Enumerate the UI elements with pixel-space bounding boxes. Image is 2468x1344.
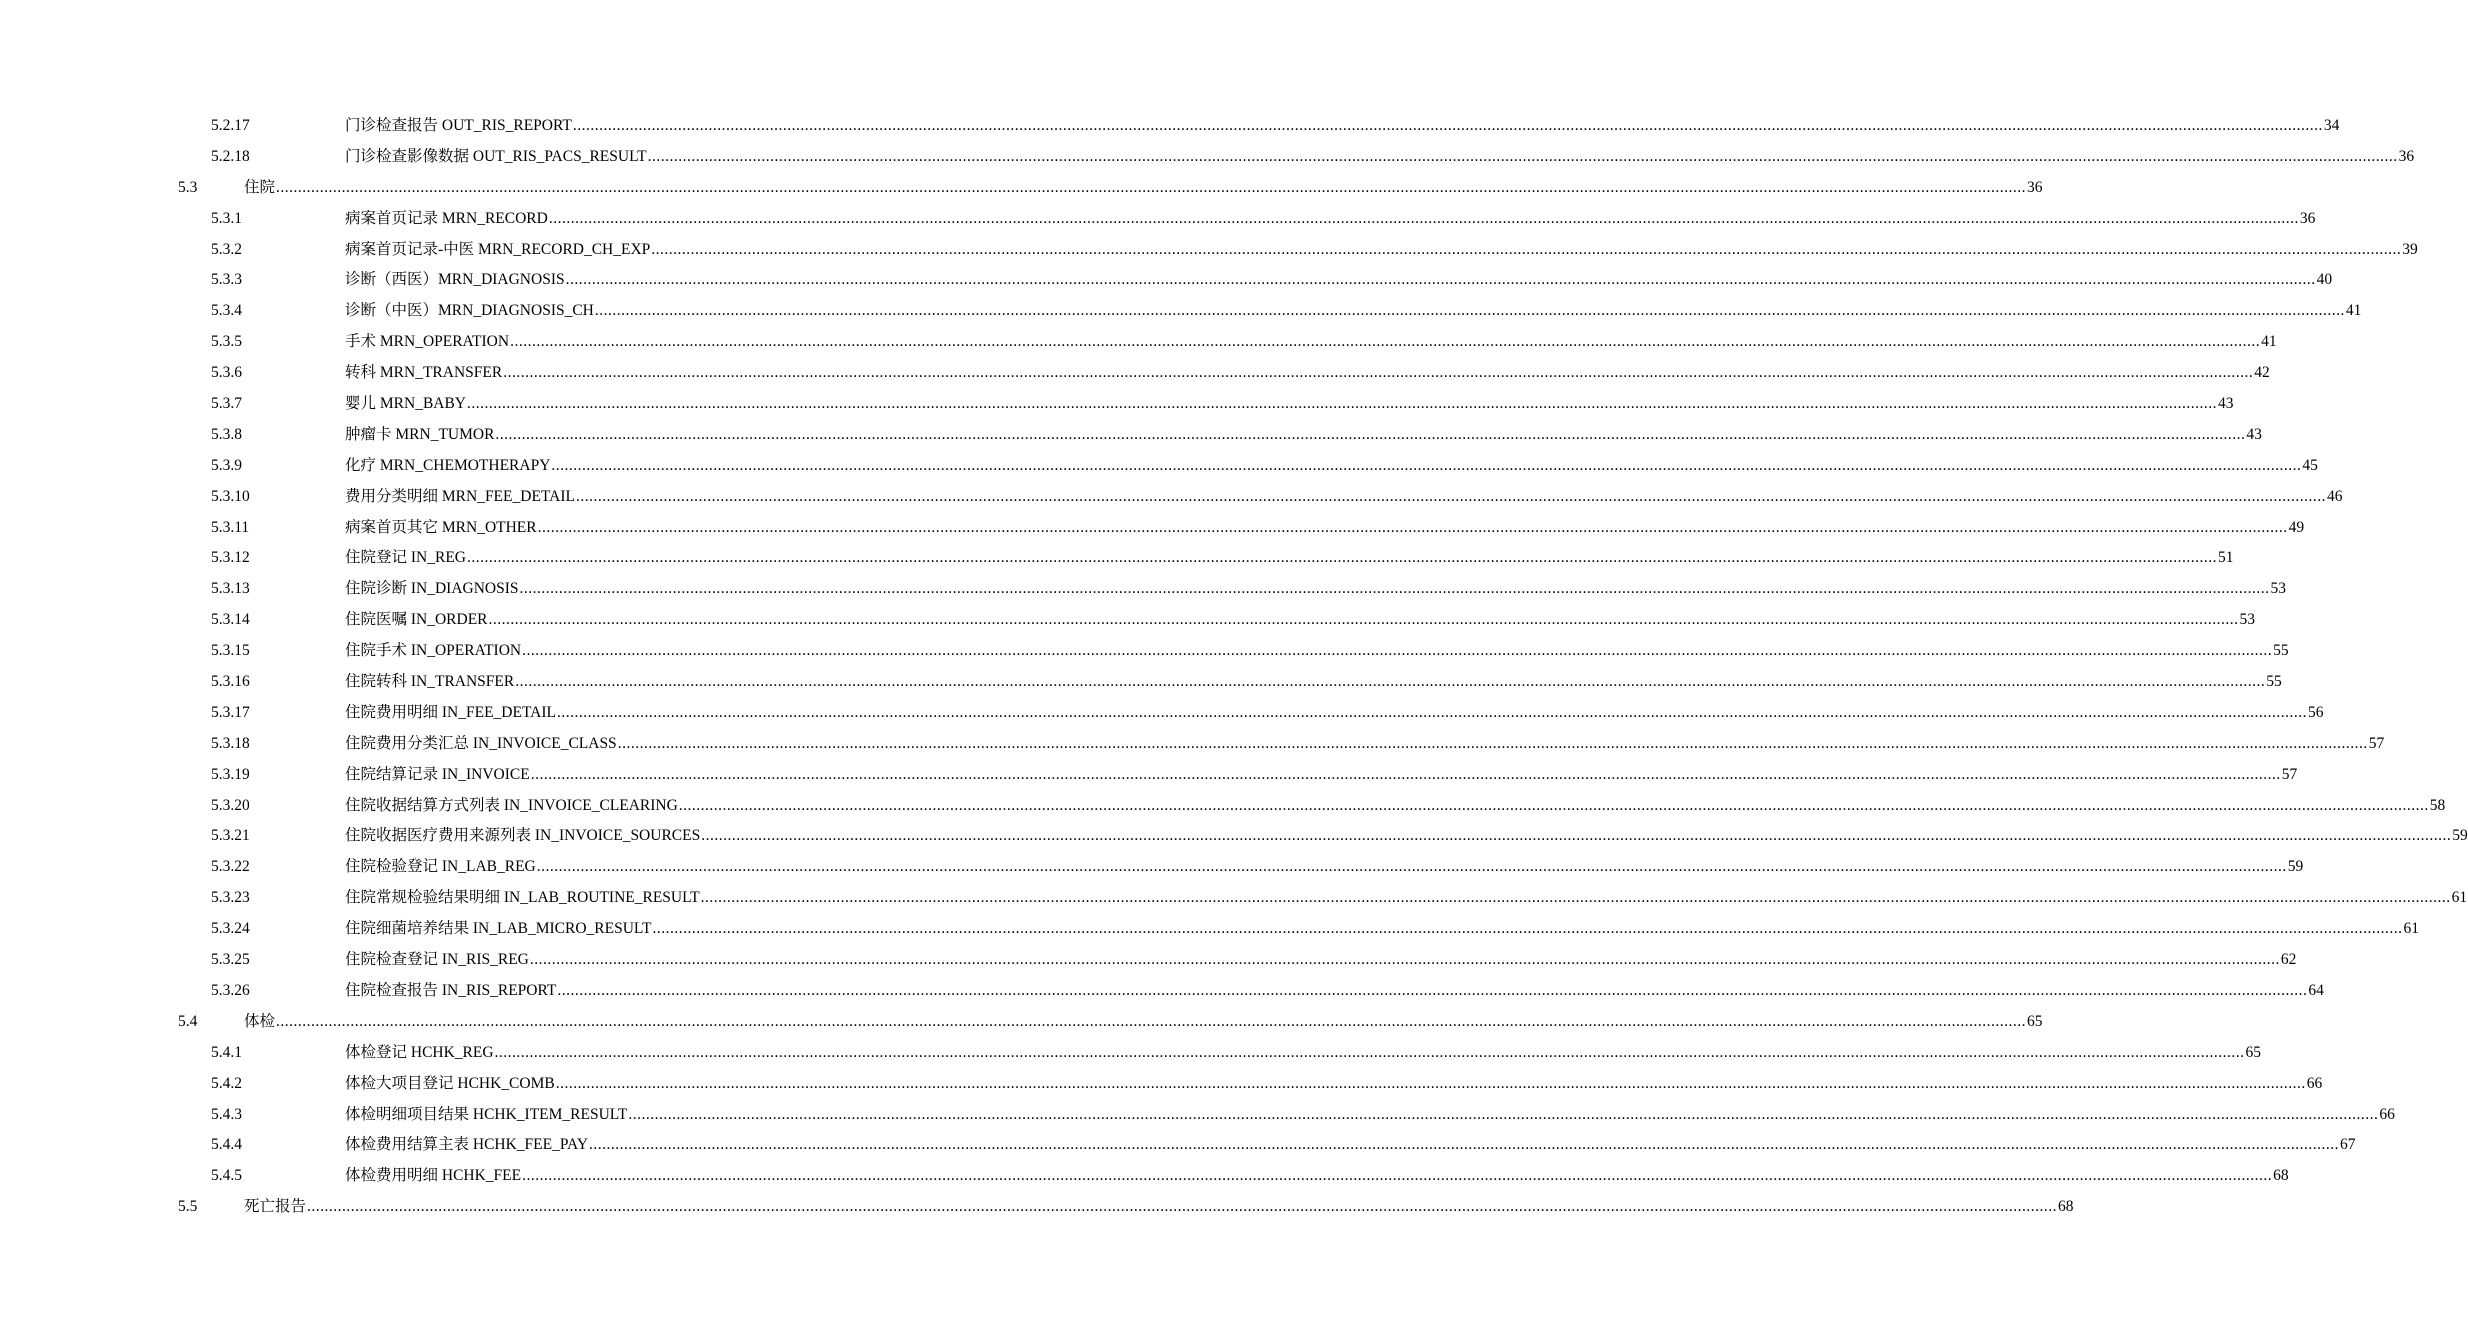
toc-entry[interactable] bbox=[0, 729, 2385, 760]
toc-entry-title: 诊断（中医）MRN_DIAGNOSIS_CH bbox=[345, 302, 594, 320]
toc-entry-page-number: 43 bbox=[2218, 395, 2234, 413]
toc-entry[interactable] bbox=[0, 389, 2234, 420]
toc-entry-link[interactable] bbox=[345, 574, 2287, 605]
toc-entry-link[interactable] bbox=[345, 976, 2324, 1007]
dot-leader: ................................................................................................................................................................................................................................................................................................................................................................................................................ bbox=[529, 951, 2280, 969]
dot-leader: ................................................................................................................................................................................................................................................................................................................................................................................................................ bbox=[510, 333, 2261, 351]
toc-entry-title: 住院 bbox=[244, 178, 276, 196]
toc-entry-page-number: 36 bbox=[2027, 178, 2043, 196]
toc-entry[interactable] bbox=[0, 1192, 2074, 1223]
toc-entry-number: 5.3.22 bbox=[211, 858, 250, 876]
toc-entry-title: 转科 MRN_TRANSFER bbox=[345, 364, 503, 382]
toc-entry-title: 费用分类明细 MRN_FEE_DETAIL bbox=[345, 487, 575, 505]
toc-entry[interactable] bbox=[0, 482, 2343, 513]
toc-entry-number: 5.3.14 bbox=[211, 611, 250, 629]
toc-entry[interactable] bbox=[0, 451, 2318, 482]
dot-leader: ................................................................................................................................................................................................................................................................................................................................................................................................................ bbox=[701, 827, 2452, 845]
toc-entry[interactable] bbox=[0, 1100, 2395, 1131]
toc-entry-title: 肿瘤卡 MRN_TUMOR bbox=[345, 425, 495, 443]
toc-entry[interactable] bbox=[0, 821, 2468, 852]
toc-entry[interactable] bbox=[0, 1038, 2262, 1069]
toc-entry-link[interactable] bbox=[345, 667, 2282, 698]
toc-entry-link[interactable] bbox=[345, 729, 2385, 760]
toc-entry-page-number: 55 bbox=[2266, 673, 2282, 691]
toc-entry[interactable] bbox=[0, 883, 2468, 914]
toc-entry-number: 5.3.10 bbox=[211, 487, 250, 505]
toc-entry-page-number: 41 bbox=[2345, 302, 2362, 320]
toc-entry-page-number: 64 bbox=[2308, 981, 2324, 999]
toc-entry-title: 住院登记 IN_REG bbox=[345, 549, 466, 567]
toc-entry-link[interactable] bbox=[345, 296, 2362, 327]
toc-entry-page-number: 57 bbox=[2368, 734, 2385, 752]
toc-entry-link[interactable] bbox=[345, 513, 2305, 544]
toc-entry-number: 5.3.2 bbox=[211, 240, 242, 258]
dot-leader: ................................................................................................................................................................................................................................................................................................................................................................................................................ bbox=[537, 518, 2288, 536]
toc-entry-title: 死亡报告 bbox=[244, 1198, 307, 1216]
toc-entry[interactable] bbox=[0, 605, 2256, 636]
toc-entry-page-number: 58 bbox=[2429, 796, 2446, 814]
toc-entry[interactable] bbox=[0, 327, 2277, 358]
toc-entry-number: 5.5 bbox=[178, 1198, 198, 1216]
toc-entry-number: 5.3.5 bbox=[211, 333, 242, 351]
toc-entry-number: 5.3.25 bbox=[211, 951, 250, 969]
dot-leader: ................................................................................................................................................................................................................................................................................................................................................................................................................ bbox=[651, 240, 2402, 258]
dot-leader: ................................................................................................................................................................................................................................................................................................................................................................................................................ bbox=[536, 858, 2287, 876]
toc-entry-number: 5.3.3 bbox=[211, 271, 242, 289]
toc-entry-number: 5.4 bbox=[178, 1012, 198, 1030]
toc-entry-link[interactable] bbox=[345, 945, 2297, 976]
dot-leader: ................................................................................................................................................................................................................................................................................................................................................................................................................ bbox=[548, 209, 2299, 227]
toc-entry-link[interactable] bbox=[345, 142, 2415, 173]
table-of-contents bbox=[0, 111, 2468, 1223]
dot-leader: ................................................................................................................................................................................................................................................................................................................................................................................................................ bbox=[647, 147, 2398, 165]
toc-entry-number: 5.4.2 bbox=[211, 1074, 242, 1092]
toc-entry-link[interactable] bbox=[345, 482, 2343, 513]
toc-entry-page-number: 51 bbox=[2217, 549, 2234, 567]
toc-entry-page-number: 59 bbox=[2287, 858, 2304, 876]
toc-entry-number: 5.3.23 bbox=[211, 889, 250, 907]
toc-entry-number: 5.3.11 bbox=[211, 518, 250, 536]
toc-entry-title: 手术 MRN_OPERATION bbox=[345, 333, 510, 351]
toc-entry-title: 住院结算记录 IN_INVOICE bbox=[345, 765, 530, 783]
toc-entry-number: 5.3.19 bbox=[211, 765, 250, 783]
toc-entry-link[interactable] bbox=[244, 1192, 2074, 1223]
toc-entry-link[interactable] bbox=[345, 204, 2316, 235]
toc-entry[interactable] bbox=[0, 945, 2297, 976]
toc-entry[interactable] bbox=[0, 111, 2340, 142]
toc-entry-link[interactable] bbox=[345, 235, 2418, 266]
dot-leader: ................................................................................................................................................................................................................................................................................................................................................................................................................ bbox=[557, 981, 2308, 999]
dot-leader: ................................................................................................................................................................................................................................................................................................................................................................................................................ bbox=[678, 796, 2429, 814]
toc-entry-page-number: 65 bbox=[2245, 1043, 2262, 1061]
dot-leader: ................................................................................................................................................................................................................................................................................................................................................................................................................ bbox=[575, 487, 2326, 505]
toc-entry-page-number: 45 bbox=[2302, 456, 2318, 474]
toc-entry[interactable] bbox=[0, 265, 2333, 296]
toc-entry-link[interactable] bbox=[345, 111, 2340, 142]
toc-entry-link[interactable] bbox=[345, 389, 2234, 420]
toc-entry[interactable] bbox=[0, 914, 2419, 945]
toc-entry-number: 5.3.13 bbox=[211, 580, 250, 598]
toc-entry-page-number: 53 bbox=[2239, 611, 2256, 629]
toc-entry-number: 5.3.8 bbox=[211, 425, 242, 443]
toc-entry-number: 5.3.16 bbox=[211, 673, 250, 691]
toc-entry[interactable] bbox=[0, 976, 2324, 1007]
toc-entry-page-number: 39 bbox=[2402, 240, 2418, 258]
toc-entry[interactable] bbox=[0, 1069, 2323, 1100]
toc-entry-title: 住院费用明细 IN_FEE_DETAIL bbox=[345, 703, 556, 721]
toc-entry-number: 5.3.20 bbox=[211, 796, 250, 814]
toc-entry-title: 住院细菌培养结果 IN_LAB_MICRO_RESULT bbox=[345, 920, 652, 938]
toc-entry-page-number: 61 bbox=[2451, 889, 2468, 907]
toc-entry[interactable] bbox=[0, 636, 2289, 667]
toc-entry-title: 住院收据医疗费用来源列表 IN_INVOICE_SOURCES bbox=[345, 827, 701, 845]
toc-entry-link[interactable] bbox=[345, 760, 2298, 791]
toc-entry-link[interactable] bbox=[345, 914, 2419, 945]
toc-entry[interactable] bbox=[0, 296, 2362, 327]
toc-entry-number: 5.4.5 bbox=[211, 1167, 242, 1185]
dot-leader: ................................................................................................................................................................................................................................................................................................................................................................................................................ bbox=[488, 611, 2239, 629]
toc-entry-link[interactable] bbox=[345, 605, 2256, 636]
toc-entry-page-number: 68 bbox=[2273, 1167, 2289, 1185]
toc-entry[interactable] bbox=[0, 173, 2043, 204]
toc-entry-link[interactable] bbox=[345, 791, 2446, 822]
toc-entry-number: 5.4.4 bbox=[211, 1136, 242, 1154]
toc-entry-title: 住院检查登记 IN_RIS_REG bbox=[345, 951, 529, 969]
toc-entry-page-number: 40 bbox=[2316, 271, 2333, 289]
toc-entry-number: 5.3.26 bbox=[211, 981, 250, 999]
dot-leader: ................................................................................................................................................................................................................................................................................................................................................................................................................ bbox=[467, 395, 2218, 413]
toc-entry-page-number: 67 bbox=[2340, 1136, 2356, 1154]
toc-entry-link[interactable] bbox=[345, 1069, 2323, 1100]
toc-entry-page-number: 57 bbox=[2281, 765, 2298, 783]
toc-entry-page-number: 55 bbox=[2273, 642, 2289, 660]
dot-leader: ................................................................................................................................................................................................................................................................................................................................................................................................................ bbox=[503, 364, 2254, 382]
toc-entry-title: 门诊检查报告 OUT_RIS_REPORT bbox=[345, 117, 572, 134]
toc-entry-page-number: 61 bbox=[2403, 920, 2419, 938]
dot-leader: ................................................................................................................................................................................................................................................................................................................................................................................................................ bbox=[557, 703, 2307, 721]
toc-entry-title: 体检费用明细 HCHK_FEE bbox=[345, 1167, 522, 1185]
toc-entry-title: 门诊检查影像数据 OUT_RIS_PACS_RESULT bbox=[345, 147, 647, 165]
toc-entry-link[interactable] bbox=[345, 420, 2262, 451]
toc-entry-title: 病案首页记录-中医 MRN_RECORD_CH_EXP bbox=[345, 240, 651, 258]
dot-leader: ................................................................................................................................................................................................................................................................................................................................................................................................................ bbox=[495, 425, 2246, 443]
toc-entry[interactable] bbox=[0, 574, 2287, 605]
toc-entry[interactable] bbox=[0, 235, 2418, 266]
dot-leader: ................................................................................................................................................................................................................................................................................................................................................................................................................ bbox=[530, 765, 2281, 783]
toc-entry-title: 诊断（西医）MRN_DIAGNOSIS bbox=[345, 271, 565, 289]
toc-entry-title: 住院收据结算方式列表 IN_INVOICE_CLEARING bbox=[345, 796, 678, 814]
toc-entry-link[interactable] bbox=[345, 852, 2304, 883]
toc-entry-title: 住院常规检验结果明细 IN_LAB_ROUTINE_RESULT bbox=[345, 889, 700, 907]
toc-entry-link[interactable] bbox=[345, 883, 2468, 914]
dot-leader: ................................................................................................................................................................................................................................................................................................................................................................................................................ bbox=[572, 117, 2323, 134]
toc-entry-link[interactable] bbox=[345, 1130, 2356, 1161]
toc-entry-number: 5.3.17 bbox=[211, 703, 250, 721]
toc-entry-title: 体检 bbox=[244, 1012, 276, 1030]
dot-leader: ................................................................................................................................................................................................................................................................................................................................................................................................................ bbox=[522, 1167, 2273, 1185]
toc-entry-title: 住院转科 IN_TRANSFER bbox=[345, 673, 515, 691]
toc-entry-link[interactable] bbox=[345, 821, 2468, 852]
toc-entry[interactable] bbox=[0, 420, 2262, 451]
toc-entry-number: 5.2.17 bbox=[211, 117, 250, 134]
toc-entry[interactable] bbox=[0, 204, 2316, 235]
toc-entry-page-number: 59 bbox=[2452, 827, 2468, 845]
toc-entry-title: 住院医嘱 IN_ORDER bbox=[345, 611, 488, 629]
toc-entry-link[interactable] bbox=[244, 1007, 2043, 1038]
toc-entry-number: 5.2.18 bbox=[211, 147, 250, 165]
toc-entry-page-number: 68 bbox=[2058, 1198, 2074, 1216]
toc-entry-title: 住院诊断 IN_DIAGNOSIS bbox=[345, 580, 519, 598]
toc-entry[interactable] bbox=[0, 513, 2305, 544]
toc-entry[interactable] bbox=[0, 698, 2324, 729]
toc-entry-number: 5.3.12 bbox=[211, 549, 250, 567]
dot-leader: ................................................................................................................................................................................................................................................................................................................................................................................................................ bbox=[594, 302, 2345, 320]
dot-leader: ................................................................................................................................................................................................................................................................................................................................................................................................................ bbox=[589, 1136, 2340, 1154]
toc-entry-number: 5.3.6 bbox=[211, 364, 242, 382]
toc-entry-number: 5.3.1 bbox=[211, 209, 242, 227]
toc-entry-link[interactable] bbox=[345, 636, 2289, 667]
toc-entry-link[interactable] bbox=[345, 358, 2270, 389]
toc-entry-title: 婴儿 MRN_BABY bbox=[345, 395, 467, 413]
toc-entry-page-number: 49 bbox=[2288, 518, 2305, 536]
toc-entry[interactable] bbox=[0, 667, 2282, 698]
dot-leader: ................................................................................................................................................................................................................................................................................................................................................................................................................ bbox=[652, 920, 2403, 938]
toc-entry-page-number: 65 bbox=[2027, 1012, 2043, 1030]
dot-leader: ................................................................................................................................................................................................................................................................................................................................................................................................................ bbox=[617, 734, 2368, 752]
toc-entry-page-number: 66 bbox=[2379, 1105, 2395, 1123]
toc-entry-title: 住院检验登记 IN_LAB_REG bbox=[345, 858, 536, 876]
toc-entry-number: 5.3.18 bbox=[211, 734, 250, 752]
toc-entry[interactable] bbox=[0, 1130, 2356, 1161]
dot-leader: ................................................................................................................................................................................................................................................................................................................................................................................................................ bbox=[466, 549, 2217, 567]
toc-entry-title: 体检明细项目结果 HCHK_ITEM_RESULT bbox=[345, 1105, 628, 1123]
dot-leader: ................................................................................................................................................................................................................................................................................................................................................................................................................ bbox=[276, 178, 2027, 196]
dot-leader: ................................................................................................................................................................................................................................................................................................................................................................................................................ bbox=[565, 271, 2316, 289]
toc-entry-page-number: 53 bbox=[2270, 580, 2287, 598]
toc-entry-page-number: 62 bbox=[2280, 951, 2297, 969]
toc-entry[interactable] bbox=[0, 142, 2415, 173]
toc-entry[interactable] bbox=[0, 543, 2234, 574]
toc-entry-title: 住院检查报告 IN_RIS_REPORT bbox=[345, 981, 557, 999]
toc-entry-link[interactable] bbox=[345, 265, 2333, 296]
toc-entry-number: 5.3.9 bbox=[211, 456, 242, 474]
toc-entry-number: 5.4.1 bbox=[211, 1043, 242, 1061]
toc-entry-page-number: 34 bbox=[2323, 117, 2340, 134]
toc-entry-title: 体检登记 HCHK_REG bbox=[345, 1043, 494, 1061]
toc-entry-number: 5.3.24 bbox=[211, 920, 250, 938]
toc-entry-page-number: 66 bbox=[2306, 1074, 2323, 1092]
toc-entry-link[interactable] bbox=[345, 327, 2277, 358]
toc-entry-link[interactable] bbox=[345, 698, 2324, 729]
toc-entry[interactable] bbox=[0, 358, 2270, 389]
toc-entry-link[interactable] bbox=[345, 1038, 2262, 1069]
toc-entry-link[interactable] bbox=[244, 173, 2043, 204]
toc-entry-number: 5.3 bbox=[178, 178, 198, 196]
toc-entry-page-number: 46 bbox=[2326, 487, 2343, 505]
toc-entry-number: 5.3.15 bbox=[211, 642, 250, 660]
toc-entry[interactable] bbox=[0, 760, 2298, 791]
toc-entry-page-number: 41 bbox=[2261, 333, 2277, 351]
toc-entry-link[interactable] bbox=[345, 1100, 2395, 1131]
toc-entry-page-number: 36 bbox=[2299, 209, 2316, 227]
toc-entry-title: 体检大项目登记 HCHK_COMB bbox=[345, 1074, 555, 1092]
toc-entry-number: 5.3.21 bbox=[211, 827, 250, 845]
toc-entry-number: 5.3.4 bbox=[211, 302, 242, 320]
dot-leader: ................................................................................................................................................................................................................................................................................................................................................................................................................ bbox=[700, 889, 2451, 907]
toc-entry-link[interactable] bbox=[345, 543, 2234, 574]
dot-leader: ................................................................................................................................................................................................................................................................................................................................................................................................................ bbox=[519, 580, 2270, 598]
toc-entry-title: 住院费用分类汇总 IN_INVOICE_CLASS bbox=[345, 734, 617, 752]
toc-entry-title: 化疗 MRN_CHEMOTHERAPY bbox=[345, 456, 551, 474]
toc-entry-title: 住院手术 IN_OPERATION bbox=[345, 642, 522, 660]
dot-leader: ................................................................................................................................................................................................................................................................................................................................................................................................................ bbox=[555, 1074, 2306, 1092]
toc-entry-title: 病案首页其它 MRN_OTHER bbox=[345, 518, 537, 536]
dot-leader: ................................................................................................................................................................................................................................................................................................................................................................................................................ bbox=[494, 1043, 2245, 1061]
toc-entry-number: 5.3.7 bbox=[211, 395, 242, 413]
dot-leader: ................................................................................................................................................................................................................................................................................................................................................................................................................ bbox=[307, 1198, 2058, 1216]
toc-entry-link[interactable] bbox=[345, 451, 2318, 482]
toc-entry[interactable] bbox=[0, 791, 2446, 822]
toc-entry[interactable] bbox=[0, 1161, 2289, 1192]
dot-leader: ................................................................................................................................................................................................................................................................................................................................................................................................................ bbox=[551, 456, 2302, 474]
dot-leader: ................................................................................................................................................................................................................................................................................................................................................................................................................ bbox=[628, 1105, 2379, 1123]
toc-entry-link[interactable] bbox=[345, 1161, 2289, 1192]
toc-entry[interactable] bbox=[0, 1007, 2043, 1038]
toc-entry[interactable] bbox=[0, 852, 2304, 883]
toc-entry-number: 5.4.3 bbox=[211, 1105, 242, 1123]
toc-entry-page-number: 43 bbox=[2246, 425, 2262, 443]
toc-entry-page-number: 42 bbox=[2254, 364, 2270, 382]
toc-entry-title: 病案首页记录 MRN_RECORD bbox=[345, 209, 548, 227]
dot-leader: ................................................................................................................................................................................................................................................................................................................................................................................................................ bbox=[522, 642, 2273, 660]
dot-leader: ................................................................................................................................................................................................................................................................................................................................................................................................................ bbox=[276, 1012, 2027, 1030]
toc-entry-page-number: 56 bbox=[2308, 703, 2324, 721]
toc-entry-page-number: 36 bbox=[2398, 147, 2415, 165]
toc-entry-title: 体检费用结算主表 HCHK_FEE_PAY bbox=[345, 1136, 589, 1154]
dot-leader: ................................................................................................................................................................................................................................................................................................................................................................................................................ bbox=[515, 673, 2266, 691]
